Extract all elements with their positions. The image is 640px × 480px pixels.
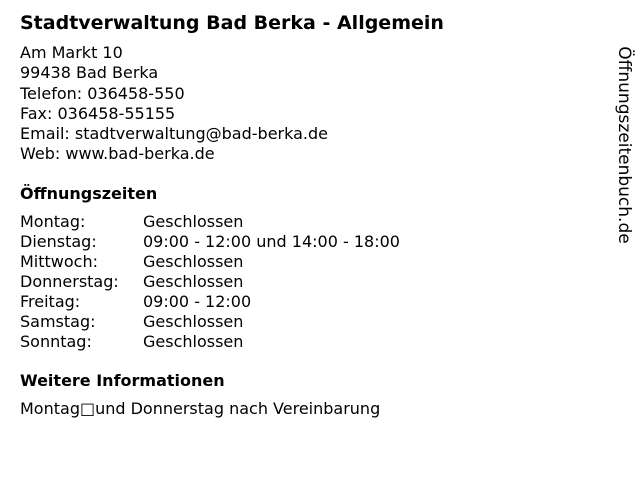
email-line: Email: stadtverwaltung@bad-berka.de (20, 124, 328, 144)
hours-row-friday (20, 292, 610, 312)
hours-day: Montag: (20, 211, 86, 231)
hours-row-thursday (20, 272, 610, 292)
hours-day: Samstag: (20, 312, 96, 332)
hours-time: Geschlossen (143, 312, 244, 332)
address-city: 99438 Bad Berka (20, 63, 159, 83)
hours-time: Geschlossen (143, 272, 244, 292)
hours-row-sunday (20, 332, 610, 352)
web-line: Web: www.bad-berka.de (20, 144, 215, 164)
hours-time: Geschlossen (143, 251, 244, 271)
hours-day: Dienstag: (20, 231, 97, 251)
hours-day: Mittwoch: (20, 251, 98, 271)
fax-line: Fax: 036458-55155 (20, 103, 176, 123)
address-block (20, 43, 610, 165)
hours-time: Geschlossen (143, 211, 244, 231)
further-info-heading: Weitere Informationen (20, 371, 225, 391)
hours-time: 09:00 - 12:00 und 14:00 - 18:00 (143, 231, 400, 251)
opening-hours-table (20, 212, 610, 353)
phone-line: Telefon: 036458-550 (20, 83, 185, 103)
hours-day: Sonntag: (20, 332, 92, 352)
hours-row-wednesday (20, 252, 610, 272)
hours-day: Donnerstag: (20, 272, 119, 292)
hours-time: Geschlossen (143, 332, 244, 352)
hours-row-monday (20, 212, 610, 232)
hours-time: 09:00 - 12:00 (143, 292, 252, 312)
hours-row-saturday (20, 312, 610, 332)
hours-row-tuesday (20, 232, 610, 252)
opening-hours-heading: Öffnungszeiten (20, 183, 158, 203)
side-brand-watermark: Öffnungszeitenbuch.de (614, 46, 634, 244)
further-info-text: Montag□und Donnerstag nach Vereinbarung (20, 399, 381, 419)
address-street: Am Markt 10 (20, 43, 123, 62)
hours-day: Freitag: (20, 292, 81, 312)
page-title: Stadtverwaltung Bad Berka - Allgemein (20, 12, 444, 34)
listing-content (20, 10, 610, 419)
